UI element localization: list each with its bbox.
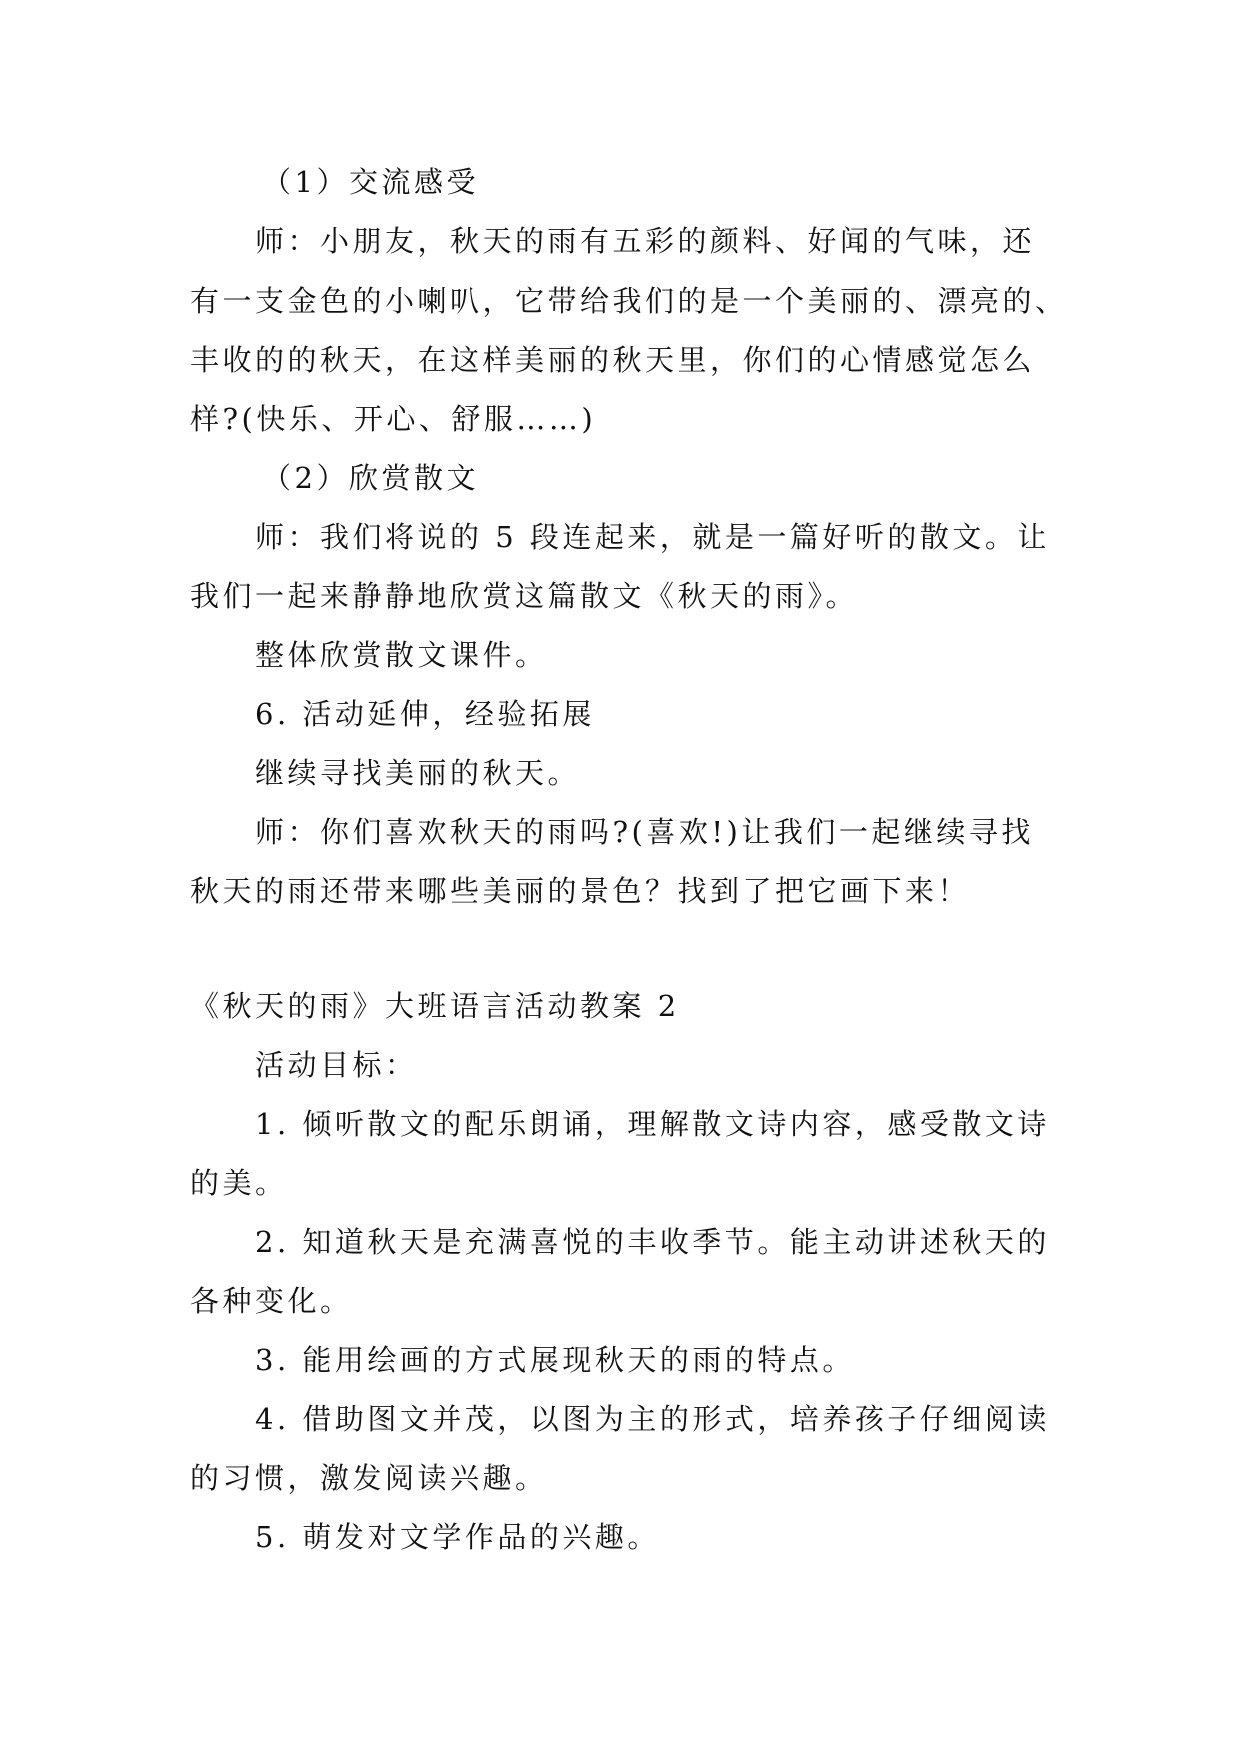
teacher-para1-line2: 有一支金色的小喇叭，它带给我们的是一个美丽的、漂亮的、 — [190, 284, 1068, 318]
teacher-para1-line1: 师：小朋友，秋天的雨有五彩的颜料、好闻的气味，还 — [255, 224, 1036, 258]
section2-title: 《秋天的雨》大班语言活动教案 2 — [190, 989, 680, 1023]
goal1-line2: 的美。 — [190, 1166, 288, 1200]
goals-heading: 活动目标： — [255, 1048, 418, 1082]
courseware-line: 整体欣赏散文课件。 — [255, 638, 548, 672]
continue-find-line: 继续寻找美丽的秋天。 — [255, 756, 581, 790]
goal5-line: 5. 萌发对文学作品的兴趣。 — [255, 1520, 660, 1554]
goal4-line1: 4. 借助图文并茂，以图为主的形式，培养孩子仔细阅读 — [255, 1402, 1050, 1436]
teacher-para1-line3: 丰收的的秋天，在这样美丽的秋天里，你们的心情感觉怎么 — [190, 343, 1036, 377]
goal1-line1: 1. 倾听散文的配乐朗诵，理解散文诗内容，感受散文诗 — [255, 1107, 1050, 1141]
step6-heading: 6. 活动延伸，经验拓展 — [255, 697, 595, 731]
teacher-para1-line4: 样?(快乐、开心、舒服……) — [190, 402, 597, 436]
teacher-para3-line2: 秋天的雨还带来哪些美丽的景色？找到了把它画下来！ — [190, 874, 971, 908]
teacher-para3-line1: 师：你们喜欢秋天的雨吗?(喜欢!)让我们一起继续寻找 — [255, 815, 1034, 849]
heading-appreciate-prose: （2）欣赏散文 — [262, 461, 479, 495]
goal3-line: 3. 能用绘画的方式展现秋天的雨的特点。 — [255, 1343, 855, 1377]
goal2-line1: 2. 知道秋天是充满喜悦的丰收季节。能主动讲述秋天的 — [255, 1225, 1050, 1259]
goal2-line2: 各种变化。 — [190, 1284, 353, 1318]
teacher-para2-line2: 我们一起来静静地欣赏这篇散文《秋天的雨》。 — [190, 579, 859, 613]
teacher-para2-line1: 师：我们将说的 5 段连起来，就是一篇好听的散文。让 — [255, 520, 1050, 554]
goal4-line2: 的习惯，激发阅读兴趣。 — [190, 1461, 548, 1495]
heading-exchange-feelings: （1）交流感受 — [262, 165, 479, 199]
